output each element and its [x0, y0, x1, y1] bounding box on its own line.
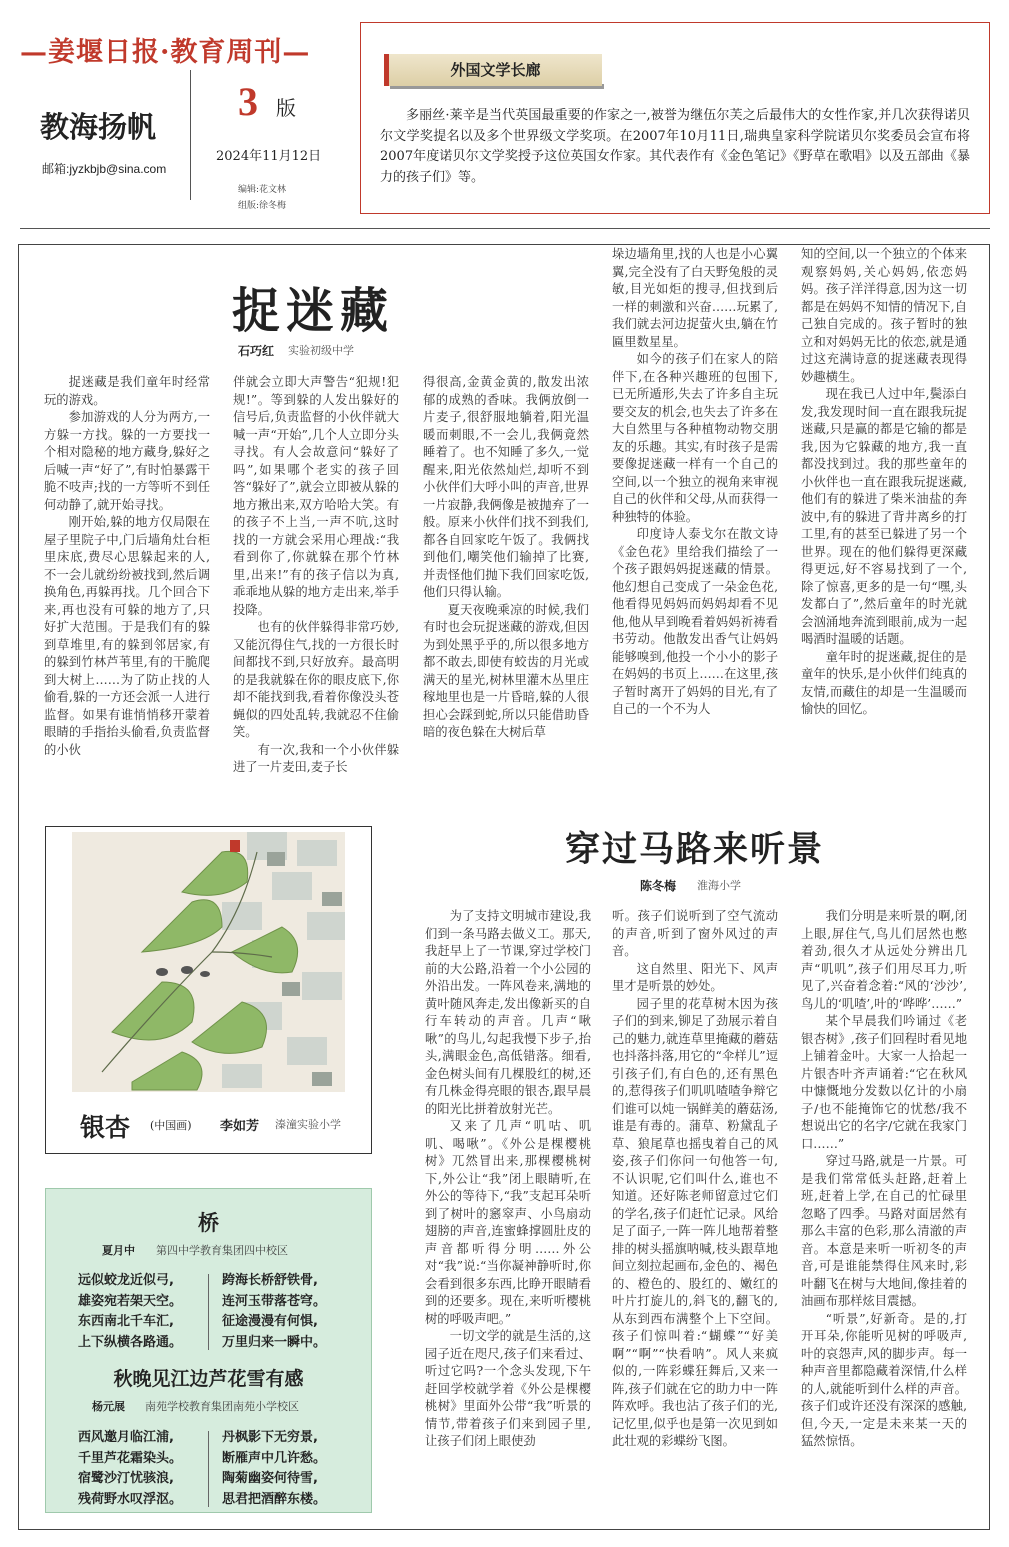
poem2-author: 杨元展 — [92, 1400, 125, 1413]
paragraph: 童年时的捉迷藏,捉住的是童年的快乐,是小伙伴们纯真的友情,而藏住的却是一生温暖而愉快的回忆。 — [801, 649, 967, 716]
header-divider — [190, 70, 191, 200]
paragraph: 如今的孩子们在家人的陪伴下,在各种兴趣班的包围下,已无所遁形,失去了许多自主玩要交友的机会,也失去了许多在大自然里与各种植物动物交朋友的乐趣。其实,有时孩子是需要像捉迷藏一样有一个自己的空间,以一个独立的视角来审视自己的伙伴和父母,从而获得一种独特的体验。 — [612, 352, 778, 524]
poem-line: 征途漫漫有何惧, — [222, 1314, 318, 1329]
paragraph: 垛边墙角里,找的人也是小心翼翼,完全没有了白天野兔般的灵敏,目光如炬的搜寻,但找到后一样的刺激和兴奋……玩累了,我们就去河边捉萤火虫,躺在竹匾里数星星。 — [612, 247, 778, 349]
poem1-divider — [208, 1274, 209, 1350]
editor-credit: 编辑:花文林 — [238, 185, 287, 195]
poem-line: 跨海长桥舒铁骨, — [222, 1273, 318, 1288]
artwork-author: 李如芳 — [220, 1119, 260, 1134]
ginkgo-painting-svg — [72, 832, 345, 1092]
poem-line: 西风邀月临江浦, — [78, 1430, 174, 1445]
issue-date: 2024年11月12日 — [216, 149, 322, 164]
article2-author: 陈冬梅 — [640, 879, 677, 893]
poem-line: 残荷野水叹浮沤。 — [78, 1491, 183, 1507]
article1-col2 — [233, 374, 399, 812]
poem1-author: 夏月中 — [102, 1244, 135, 1257]
poem-line: 断雁声中几许愁。 — [222, 1450, 327, 1466]
poem2-title: 秋晚见江边芦花雪有感 — [113, 1368, 304, 1390]
paragraph: 伴就会立即大声警告“犯规!犯规!”。等到躲的人发出躲好的信号后,负责监督的小伙伴就大喊一声“开始”,几个人立即分头寻找。有人会故意问“躲好了吗”,如果哪个老实的孩子回答“躲好了”,就会立即被从躲的地方揪出来,双方哈哈大笑。有的孩子不上当,一声不吭,这时找的一方就会采用心理战:“我看到你了,你就躲在那个竹林里,出来!”有的孩子信以为真,乖乖地从躲的地方走出来,举手投降。 — [233, 375, 399, 617]
paragraph: 为了支持文明城市建设,我们到一条马路去做义工。那天,我赶早上了一节课,穿过学校门前的大公路,沿着一个小公园的外沿出发。一阵风卷来,满地的黄叶随风奔走,发出像新买的自行车转动的声音。几声“啾啾”的鸟儿,勾起我慢下步子,抬头,满眼金色,高低错落。细看,金色树头间有几棵股红的树,还有几株金得亮眼的银杏,跟早晨的阳光比拼着放射光芒。 — [425, 909, 591, 1116]
article2-col1 — [425, 908, 591, 1520]
paragraph: 听。孩子们说听到了空气流动的声音,听到了窗外风过的声音。 — [612, 909, 778, 958]
poem2-left — [78, 1428, 182, 1510]
article1-school: 实验初级中学 — [288, 344, 354, 357]
article1-col3 — [423, 374, 589, 812]
paragraph: 刚开始,躲的地方仅局限在屋子里院子中,门后墙角灶台柜里床底,费尽心思躲起来的人,不一会儿就纷纷被找到,然后调换角色,再躲再找。几个回合下来,再也没有可躲的地方了,只好扩大范围。于是我们有的躲到草堆里,有的躲到邻居家,有的躲到竹林芦苇里,有的干脆爬到大树上……为了防止找的人偷看,躲的一方还会派一人进行监督。如果有谁悄悄移开蒙着眼睛的手指抬头偷看,负责监督的小伙 — [44, 515, 210, 757]
article2-school: 淮海小学 — [697, 879, 741, 892]
newspaper-masthead: —姜堰日报·教育周刊— — [20, 37, 311, 68]
poem-line: 思君把酒醉东楼。 — [222, 1491, 327, 1507]
paragraph: 得很高,金黄金黄的,散发出浓郁的成熟的香味。我俩放倒一片麦子,很舒服地躺着,阳光温暖而刺眼,不一会儿,我俩竟然睡着了。也不知睡了多久,一觉醒来,阳光依然灿烂,却听不到小伙伴们大呼小叫的声音,世界一片寂静,我俩像是被抛弃了一般。原来小伙伴们找不到我们,都各自回家吃午饭了。我俩找到他们,嘲笑他们输掉了比赛,并责怪他们抛下我们回家吃饭,他们只得认输。 — [423, 375, 589, 599]
article1-col5 — [801, 246, 967, 812]
poem2-right — [222, 1428, 326, 1510]
article2-col2 — [612, 908, 778, 1520]
poem-line: 远似蛟龙近似弓, — [78, 1273, 174, 1288]
paragraph: 某个早晨我们吟诵过《老银杏树》,孩子们回程时看见地上铺着金叶。大家一人拾起一片银杏叶齐声诵着:“它在秋风中慷慨地分发数以亿计的小扇子/也不能掩饰它的忧愁/我不想说出它的名字/它就在我家门口……” — [801, 1014, 967, 1151]
poem-line: 雄姿宛若架天空。 — [78, 1293, 183, 1309]
corner-title: 外国文学长廊 — [384, 54, 602, 86]
paragraph: 我们分明是来听景的啊,闭上眼,屏住气,鸟儿们居然也憋着劲,很久才从远处分辨出几声“叽叽”,孩子们用尽耳力,听见了,兴奋着念着:“风的‘沙沙’,鸟儿的‘叽喳’,叶的‘哗哗’……” — [801, 909, 967, 1011]
poem1-title: 桥 — [198, 1210, 219, 1235]
poem-line: 陶菊幽姿何待雪, — [222, 1471, 318, 1486]
page-number: 3 — [238, 79, 258, 124]
poem-line: 上下纵横各路通。 — [78, 1334, 183, 1350]
article1-col1 — [44, 374, 210, 812]
article2-title: 穿过马路来听景 — [565, 829, 825, 870]
header-rule — [20, 228, 990, 229]
ginkgo-painting — [72, 832, 345, 1092]
article1-title: 捉迷藏 — [232, 283, 395, 339]
paragraph: 印度诗人泰戈尔在散文诗《金色花》里给我们描绘了一个孩子跟妈妈捉迷藏的情景。他幻想自己变成了一朵金色花,他看得见妈妈而妈妈却看不见他,他从早到晚看着妈妈祈祷看书劳动。他散发出香气让妈妈能够嗅到,他投一个小小的影子在妈妈的书页上……在这里,孩子暂时离开了妈妈的目光,有了自己的一个不为人 — [612, 527, 778, 716]
poem-line: 宿鹭沙汀忧骇浪, — [78, 1471, 174, 1486]
section-name: 教海扬帆 — [40, 110, 157, 144]
corner-text: 多丽丝·莱辛是当代英国最重要的作家之一,被誉为继伍尔芙之后最伟大的女性作家,并几次获得诺贝尔文学奖提名以及多个世界级文学奖项。在2007年10月11日,瑞典皇家科学院诺贝尔奖委员会宣布将2007年度诺贝尔文学奖授予这位英国女作家。其代表作有《金色笔记》《野草在歌唱》以及五部曲《暴力的孩子们》等。 — [380, 108, 970, 185]
paragraph: 现在我已人过中年,鬓添白发,我发现时间一直在跟我玩捉迷藏,只是赢的都是它输的都是我,因为它躲藏的地方,我一直都没找到过。我的那些童年的小伙伴也一直在跟我玩捉迷藏,他们有的躲进了柴米油盐的奔波中,有的躲进了背井离乡的打工里,有的甚至已躲进了另一个世界。现在的他们躲得更深藏得更远,好不容易找到了一个,除了惊喜,更多的是一句“嘿,头发都白了”,然后童年的时光就会汹涌地奔流到眼前,成为一起喝酒时温暖的话题。 — [801, 387, 967, 646]
article1-author: 石巧红 — [238, 344, 275, 358]
poem1-right — [222, 1271, 326, 1353]
paragraph: 参加游戏的人分为两方,一方躲一方找。躲的一方要找一个相对隐秘的地方藏身,躲好之后喊一声“好了”,有时怕暴露干脆不吱声;找的一方等听不到任何动静了,就开始寻找。 — [44, 410, 210, 512]
paragraph: 知的空间,以一个独立的个体来观察妈妈,关心妈妈,依恋妈妈。孩子洋洋得意,因为这一切都是在妈妈不知情的情况下,自己独自完成的。孩子暂时的独立和对妈妈无比的依恋,就是通过这充满诗意的捉迷藏表现得妙趣横生。 — [801, 247, 967, 384]
poem-line: 连河玉带落苍穹。 — [222, 1293, 327, 1309]
poem-line: 万里归来一瞬中。 — [222, 1334, 327, 1350]
paragraph: 夏天夜晚乘凉的时候,我们有时也会玩捉迷藏的游戏,但因为到处黑乎乎的,所以很多地方都不敢去,即使有蛟齿的月光或满天的星光,树林里灌木丛里庄稼地里也是一片昏暗,躲的人很担心会踩到蛇,所以只能借助昏暗的夜色躲在大树后草 — [423, 602, 589, 739]
article2-col3 — [801, 908, 967, 1520]
artwork-school: 溱潼实验小学 — [275, 1118, 341, 1131]
paragraph: 有一次,我和一个小伙伴躲进了一片麦田,麦子长 — [233, 742, 399, 774]
artwork-title: 银杏 — [80, 1113, 131, 1142]
paragraph: 这自然里、阳光下、风声里才是听景的妙处。 — [612, 961, 778, 993]
paragraph: 捉迷藏是我们童年时经常玩的游戏。 — [44, 375, 210, 407]
paragraph: 园子里的花草树木因为孩子们的到来,铆足了劲展示着自己的魅力,就连草里掩藏的蘑菇也抖落抖落,用它的“伞样儿”逗引孩子们,有白色的,还有黑色的,惹得孩子们叽叽喳喳争辩它们谁可以炖一锅鲜美的蘑菇汤,谁是有毒的。蒲草、粉黛乱子草、狼尾草也摇曳着自己的风姿,孩子们你问一句他答一句,不认识呢,它们叫什么,谁也不知道。还好陈老师留意过它们的学名,孩子们赶忙记录。风给足了面子,一阵一阵儿地帮着整排的树头摇旗呐喊,枝头跟草地间立刻拉起画布,金色的、褐色的、橙色的、股红的、嫩红的叶片打旋儿的,斜飞的,翻飞的,从东到西布满整个上下空间。孩子们惊叫着:“蝴蝶”“好美啊”“啊”“快看呐”。风人来疯似的,一阵彩蝶狂舞后,又来一阵,孩子们就在它的助力中一阵阵欢呼。我也沾了孩子们的光,记忆里,似乎也是第一次见到如此壮观的彩蝶纷飞图。 — [612, 996, 778, 1448]
poem1-school: 第四中学教育集团四中校区 — [156, 1244, 288, 1257]
layout-credit: 组版:徐冬梅 — [238, 201, 287, 211]
poem-line: 千里芦花霜染头。 — [78, 1450, 183, 1466]
poem2-divider — [208, 1431, 209, 1507]
paragraph: “听景”,好新奇。是的,打开耳朵,你能听见树的呼吸声,叶的哀怨声,风的脚步声。每一种声音里都隐藏着深情,什么样的人,就能听到什么样的声音。孩子们或许还没有深深的感触,但,今天,一定是未来某一天的猛然惊悟。 — [801, 1311, 967, 1448]
poem-line: 丹枫影下无穷景, — [222, 1430, 318, 1445]
article1-col4 — [612, 246, 778, 812]
paragraph: 一切文学的就是生活的,这园子近在咫尺,孩子们来看过、听过它吗?一个念头发现,下午赶回学校就学着《外公是棵樱桃树》里面外公带“我”听景的情节,带着孩子们来到园子里,让孩子们闭上眼使劲 — [425, 1329, 591, 1448]
paragraph: 穿过马路,就是一片景。可是我们常常低头赶路,赶着上班,赶着上学,在自己的忙碌里忽略了四季。马路对面居然有那么丰富的色彩,那么清澈的声音。本意是来听一听初冬的声音,可是谁能禁得住风来时,彩叶翻飞在树与大地间,像挂着的油画布那样炫目震撼。 — [801, 1154, 967, 1308]
paragraph: 又来了几声“叽咕、叽叽、喝啾”。《外公是棵樱桃树》兀然冒出来,那棵樱桃树下,外公让“我”闭上眼睛听,在外公的等待下,“我”支起耳朵听到了树叶的窸窣声、小鸟扇动翅膀的声音,连蜜蜂撑圆肚皮的声音都听得分明……外公对“我”说:“当你凝神静听时,你会看到很多东西,比睁开眼睛看到的还要多。现在,来听听樱桃树的呼吸声吧。” — [425, 1119, 591, 1326]
contact-email: 邮箱:jyzkbjb@sina.com — [42, 162, 167, 176]
paragraph: 也有的伙伴躲得非常巧妙,又能沉得住气,找的一方很长时间都找不到,只好放弃。最高明的是我就躲在你的眼皮底下,你却不能找到我,看着你像没头苍蝇似的四处乱转,我就忍不住偷笑。 — [233, 620, 399, 739]
artwork-subtitle: (中国画) — [150, 1119, 192, 1132]
poem2-school: 南苑学校教育集团南苑小学校区 — [145, 1400, 299, 1413]
poem1-left — [78, 1271, 182, 1353]
poem-line: 东西南北千车汇, — [78, 1314, 174, 1329]
page-suffix: 版 — [276, 96, 296, 120]
